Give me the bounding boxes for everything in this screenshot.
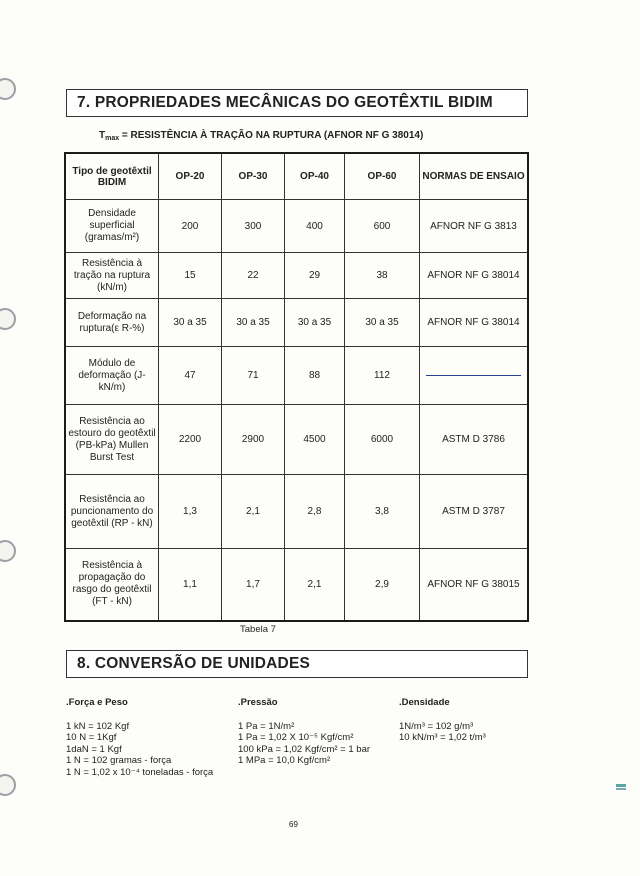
section-8-title xyxy=(66,650,528,678)
section-7-title xyxy=(66,89,528,117)
binder-hole xyxy=(0,540,16,562)
value-cell: 300 xyxy=(222,200,285,253)
blank-norm-line xyxy=(426,375,521,376)
value-cell: 15 xyxy=(159,253,222,299)
density-conversion-column xyxy=(399,697,486,744)
conversion-line: 1 N = 102 gramas - força xyxy=(66,755,172,766)
value-cell: 30 a 35 xyxy=(285,299,345,347)
value-cell: 600 xyxy=(345,200,420,253)
table-header-row xyxy=(65,153,528,200)
table-row xyxy=(65,405,528,475)
norm-cell: AFNOR NF G 38015 xyxy=(420,549,529,621)
tmax-subscript: max xyxy=(105,135,120,142)
header-cell: OP-60 xyxy=(345,153,420,200)
header-cell: OP-20 xyxy=(159,153,222,200)
value-cell: 2,9 xyxy=(345,549,420,621)
table-row xyxy=(65,549,528,621)
value-cell: 1,1 xyxy=(159,549,222,621)
property-cell: Densidade superficial (gramas/m²) xyxy=(65,200,159,253)
header-cell: OP-30 xyxy=(222,153,285,200)
norm-cell: ASTM D 3787 xyxy=(420,475,529,549)
binder-hole xyxy=(0,308,16,330)
value-cell: 200 xyxy=(159,200,222,253)
header-cell: NORMAS DE ENSAIO xyxy=(420,153,529,200)
conversion-line: 1daN = 1 Kgf xyxy=(66,743,122,755)
conversion-line: 10 N = 1Kgf xyxy=(66,732,117,743)
value-cell: 2200 xyxy=(159,405,222,475)
value-cell: 88 xyxy=(285,347,345,405)
table-row xyxy=(65,347,528,405)
value-cell: 1,7 xyxy=(222,549,285,621)
table-row xyxy=(65,475,528,549)
value-cell: 400 xyxy=(285,200,345,253)
property-cell: Resistência à propagação do rasgo do geotêxtil (FT - kN) xyxy=(65,549,159,621)
density-heading: .Densidade xyxy=(399,697,450,708)
section-7-title-text: 7. PROPRIEDADES MECÂNICAS DO GEOTÊXTIL BIDIM xyxy=(77,94,493,111)
conversion-line: 1 kN = 102 Kgf xyxy=(66,720,130,732)
property-cell: Resistência ao puncionamento do geotêxtil (RP - kN) xyxy=(65,475,159,549)
value-cell: 112 xyxy=(345,347,420,405)
value-cell: 38 xyxy=(345,253,420,299)
table-row xyxy=(65,200,528,253)
value-cell: 4500 xyxy=(285,405,345,475)
edge-mark xyxy=(616,788,626,790)
property-cell: Resistência ao estouro do geotêxtil (PB-kPa) Mullen Burst Test xyxy=(65,405,159,475)
binder-hole xyxy=(0,78,16,100)
conversion-line: 100 kPa = 1,02 Kgf/cm² = 1 bar xyxy=(238,743,371,755)
norm-cell: AFNOR NF G 38014 xyxy=(420,299,529,347)
value-cell: 71 xyxy=(222,347,285,405)
conversion-line: 1 Pa = 1N/m² xyxy=(238,720,295,732)
value-cell: 2900 xyxy=(222,405,285,475)
value-cell: 30 a 35 xyxy=(222,299,285,347)
value-cell: 2,1 xyxy=(222,475,285,549)
property-cell: Módulo de deformação (J-kN/m) xyxy=(65,347,159,405)
subtitle-text: = RESISTÊNCIA À TRAÇÃO NA RUPTURA (AFNOR NF G 38014) xyxy=(119,130,424,141)
value-cell: 47 xyxy=(159,347,222,405)
conversion-line: 1 MPa = 10,0 Kgf/cm² xyxy=(238,755,331,766)
norm-cell: AFNOR NF G 38014 xyxy=(420,253,529,299)
table-subtitle xyxy=(99,130,423,142)
table-row xyxy=(65,299,528,347)
value-cell: 30 a 35 xyxy=(345,299,420,347)
page-number: 69 xyxy=(289,820,298,829)
value-cell: 6000 xyxy=(345,405,420,475)
header-cell: Tipo de geotêxtil BIDIM xyxy=(65,153,159,200)
value-cell: 22 xyxy=(222,253,285,299)
pressure-conversion-column xyxy=(238,697,370,767)
force-heading: .Força e Peso xyxy=(66,697,128,708)
value-cell: 2,1 xyxy=(285,549,345,621)
conversion-line: 10 kN/m³ = 1,02 t/m³ xyxy=(399,732,486,743)
value-cell: 3,8 xyxy=(345,475,420,549)
property-cell: Resistência à tração na ruptura (kN/m) xyxy=(65,253,159,299)
property-cell: Deformação na ruptura(ε R-%) xyxy=(65,299,159,347)
tmax-symbol: T xyxy=(99,130,106,141)
pressure-heading: .Pressão xyxy=(238,697,278,708)
table-row xyxy=(65,253,528,299)
section-8-title-text: 8. CONVERSÃO DE UNIDADES xyxy=(77,655,311,672)
force-conversion-column xyxy=(66,697,213,778)
norm-cell: AFNOR NF G 3813 xyxy=(420,200,529,253)
norm-cell: ASTM D 3786 xyxy=(420,405,529,475)
header-cell: OP-40 xyxy=(285,153,345,200)
table-caption: Tabela 7 xyxy=(240,624,276,635)
value-cell: 29 xyxy=(285,253,345,299)
norm-cell xyxy=(420,347,529,405)
value-cell: 2,8 xyxy=(285,475,345,549)
value-cell: 1,3 xyxy=(159,475,222,549)
conversion-line: 1 Pa = 1,02 X 10⁻⁵ Kgf/cm² xyxy=(238,732,354,743)
properties-table xyxy=(64,152,529,622)
conversion-line: 1 N = 1,02 x 10⁻⁴ toneladas - força xyxy=(66,766,214,778)
edge-mark xyxy=(616,784,626,787)
binder-hole xyxy=(0,774,16,796)
conversion-line: 1N/m³ = 102 g/m³ xyxy=(399,720,474,732)
value-cell: 30 a 35 xyxy=(159,299,222,347)
